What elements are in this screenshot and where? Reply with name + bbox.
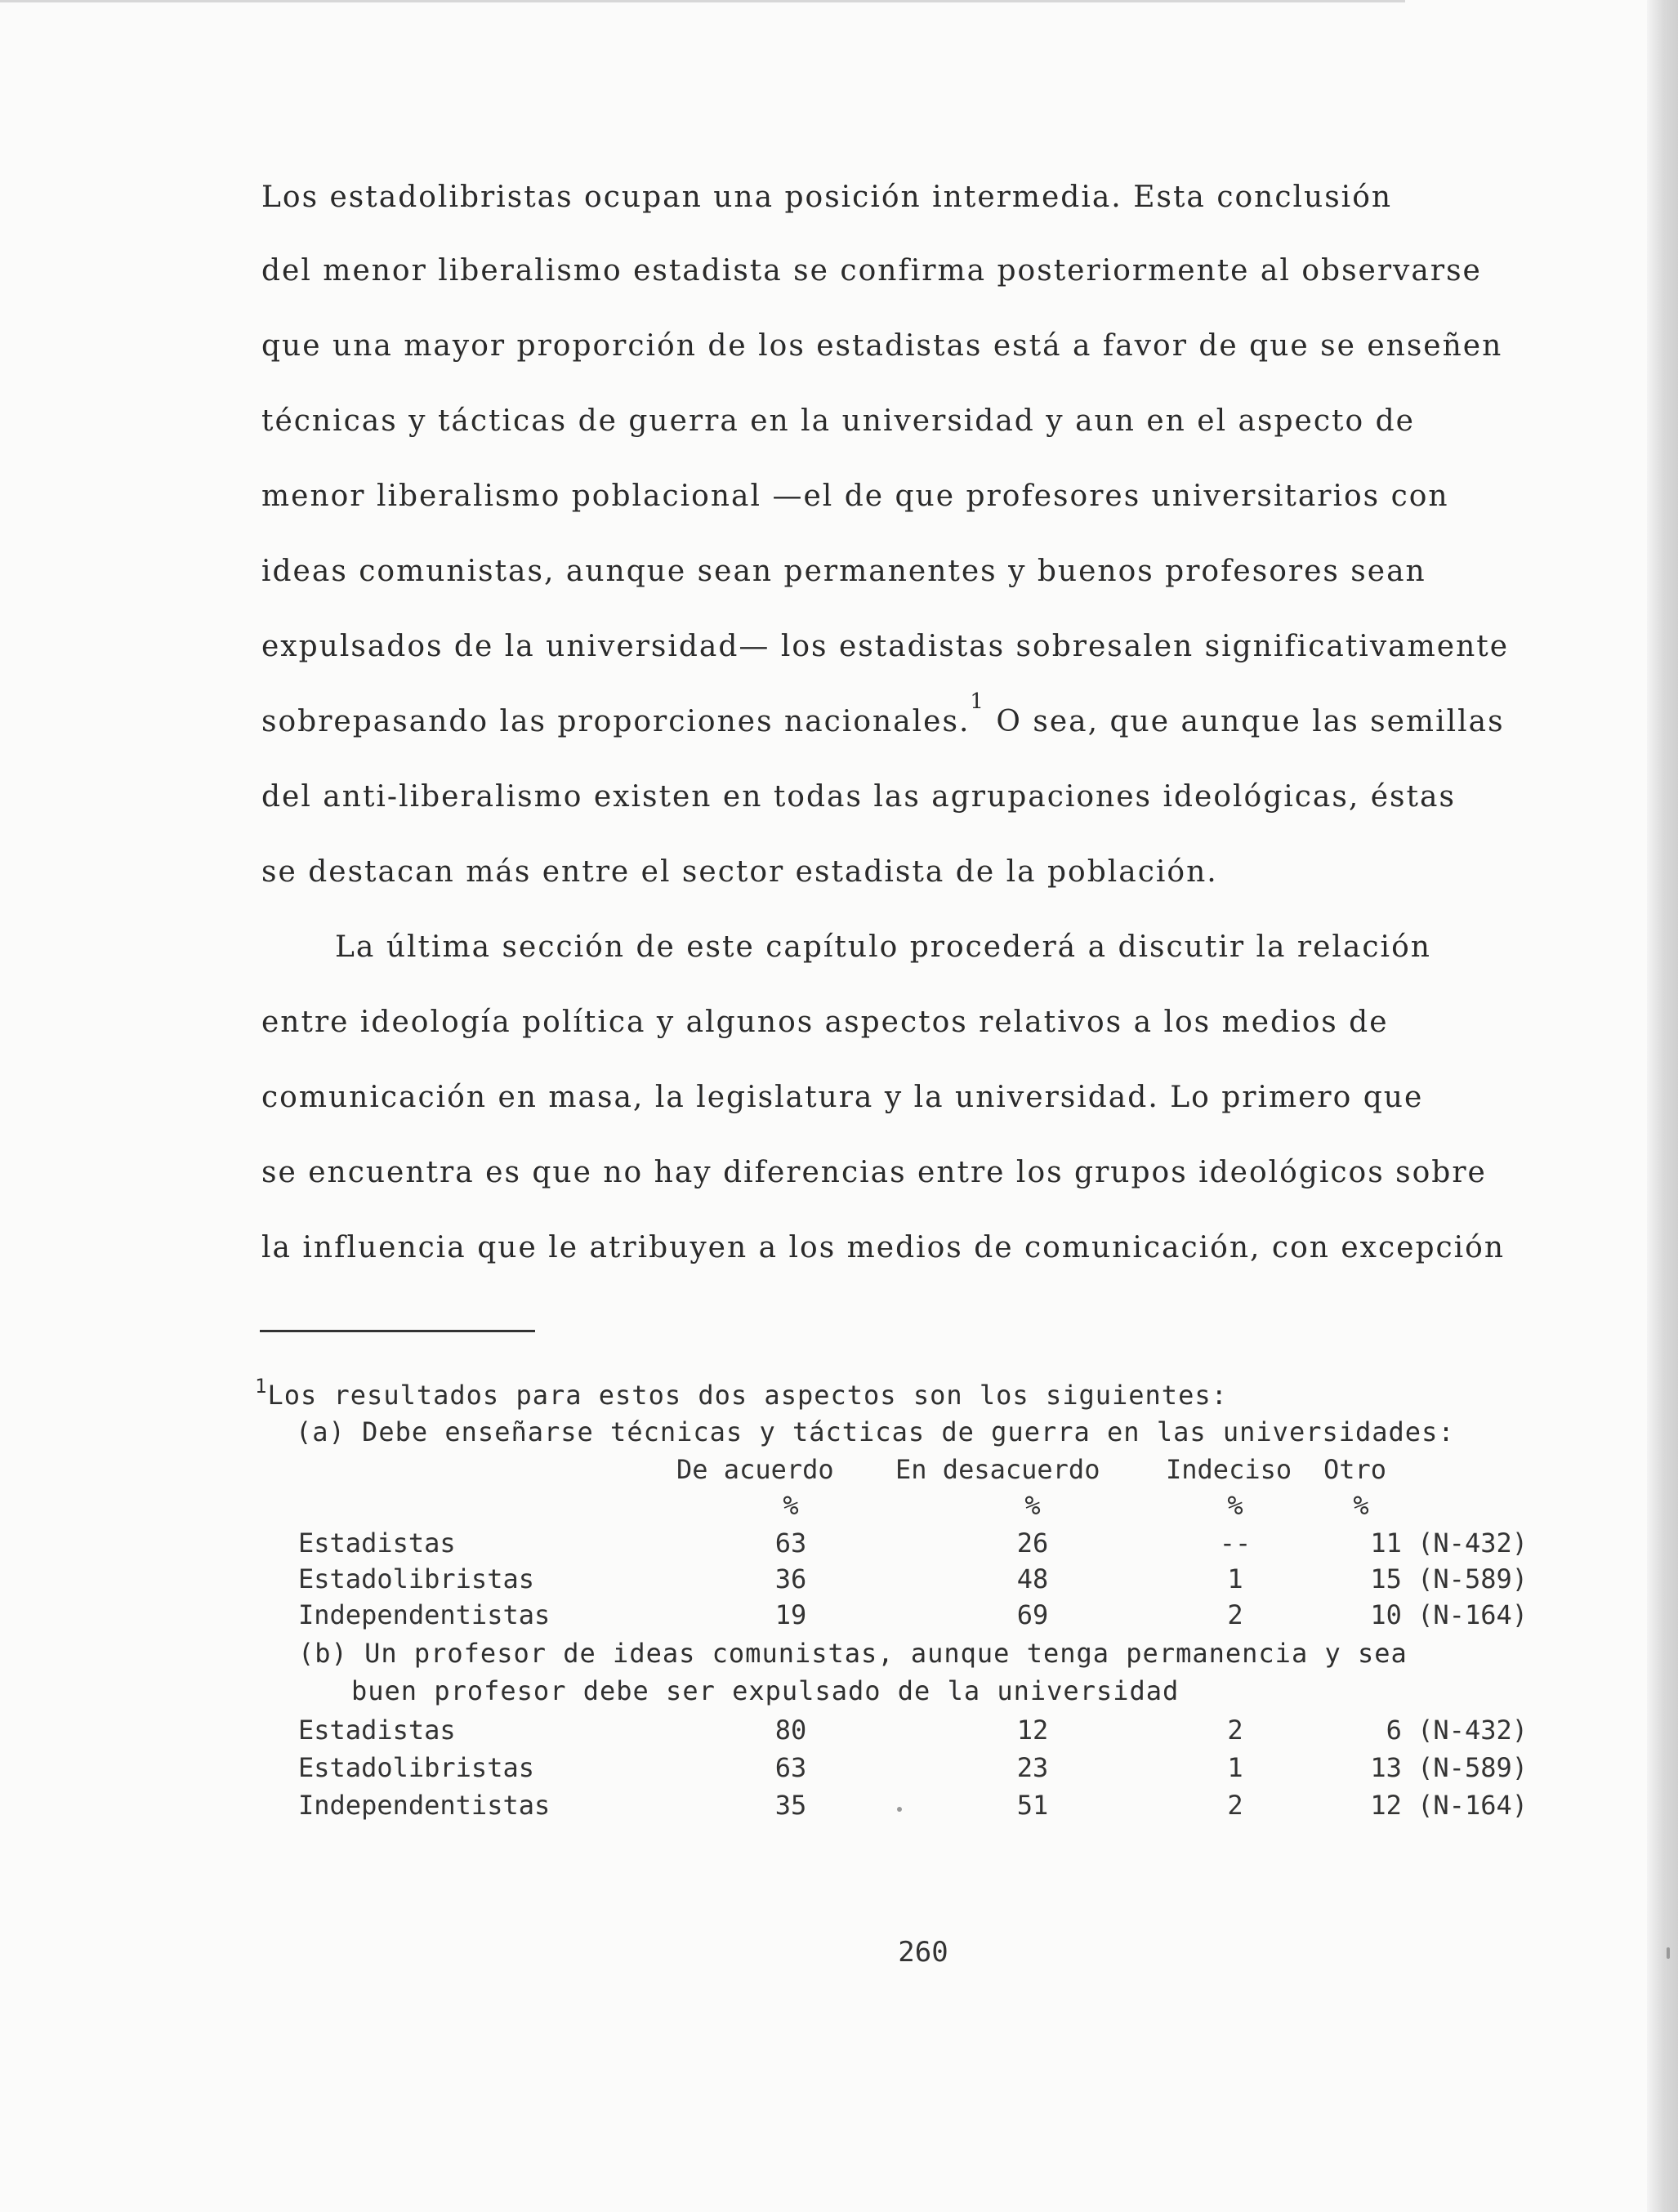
- body-line: técnicas y tácticas de guerra en la universidad y aun en el aspecto de: [261, 404, 1415, 438]
- row-label: Independentistas: [298, 1599, 551, 1630]
- table-cell: 48: [1016, 1563, 1049, 1594]
- column-header-otro: Otro: [1323, 1454, 1387, 1485]
- percent-sign: %: [783, 1490, 799, 1521]
- table-cell: 35: [774, 1790, 807, 1821]
- table-cell: 1: [1227, 1752, 1243, 1783]
- table-cell: 2: [1227, 1790, 1243, 1821]
- table-cell: 11 (N-432): [1370, 1527, 1528, 1559]
- table-cell: --: [1219, 1527, 1252, 1559]
- table-cell: 12: [1016, 1715, 1049, 1746]
- page-number: 260: [898, 1936, 948, 1969]
- column-header-indeciso: Indeciso: [1166, 1454, 1292, 1485]
- body-line: expulsados de la universidad— los estadistas sobresalen significativamente: [261, 630, 1510, 663]
- table-cell: 13 (N-589): [1370, 1752, 1528, 1783]
- percent-sign: %: [1353, 1490, 1369, 1521]
- body-line: menor liberalismo poblacional —el de que profesores universitarios con: [261, 479, 1449, 513]
- page-right-edge: [1647, 0, 1678, 2212]
- table-cell: 6 (N-432): [1386, 1715, 1528, 1746]
- body-line: se encuentra es que no hay diferencias entre los grupos ideológicos sobre: [261, 1156, 1487, 1189]
- table-cell: 63: [774, 1527, 807, 1559]
- footnote-question-b-cont: buen profesor debe ser expulsado de la universidad: [351, 1675, 1180, 1706]
- percent-sign: %: [1227, 1490, 1243, 1521]
- body-line: Los estadolibristas ocupan una posición intermedia. Esta conclusión: [261, 181, 1393, 214]
- table-cell: 15 (N-589): [1370, 1563, 1528, 1594]
- column-header-en-desacuerdo: En desacuerdo: [895, 1454, 1100, 1485]
- body-line: entre ideología política y algunos aspectos relativos a los medios de: [261, 1006, 1389, 1039]
- table-cell: 2: [1227, 1599, 1243, 1630]
- footnote-question-a: (a) Debe enseñarse técnicas y tácticas de guerra en las universidades:: [296, 1416, 1455, 1447]
- body-line: comunicación en masa, la legislatura y la universidad. Lo primero que: [261, 1081, 1424, 1114]
- row-label: Estadolibristas: [298, 1752, 534, 1783]
- body-line: ideas comunistas, aunque sean permanentes y buenos profesores sean: [261, 555, 1426, 588]
- body-line: la influencia que le atribuyen a los medios de comunicación, con excepción: [261, 1231, 1506, 1264]
- table-cell: 51: [1016, 1790, 1049, 1821]
- body-line-with-footnote-ref: [261, 689, 1536, 743]
- body-line: que una mayor proporción de los estadistas está a favor de que se enseñen: [261, 329, 1503, 363]
- table-cell: 23: [1016, 1752, 1049, 1783]
- footnote-intro: [255, 1375, 1228, 1414]
- row-label: Estadistas: [298, 1715, 456, 1746]
- footnote-marker: 1: [255, 1375, 268, 1398]
- table-cell: 26: [1016, 1527, 1049, 1559]
- footnote-intro-text: Los resultados para estos dos aspectos son los siguientes:: [267, 1380, 1228, 1411]
- table-cell: 36: [774, 1563, 807, 1594]
- table-cell: 69: [1016, 1599, 1049, 1630]
- percent-sign: %: [1024, 1490, 1041, 1521]
- row-label: Independentistas: [298, 1790, 551, 1821]
- table-cell: 10 (N-164): [1370, 1599, 1528, 1630]
- body-line-tail: O sea, que aunque las semillas: [984, 705, 1505, 738]
- body-line: del menor liberalismo estadista se confirma posteriormente al observarse: [261, 254, 1482, 288]
- row-label: Estadolibristas: [298, 1563, 534, 1594]
- table-cell: 2: [1227, 1715, 1243, 1746]
- table-cell: 12 (N-164): [1370, 1790, 1528, 1821]
- footnote-reference: 1: [970, 689, 985, 714]
- footnote-question-b: (b) Un profesor de ideas comunistas, aunque tenga permanencia y sea: [298, 1638, 1408, 1669]
- table-cell: 80: [774, 1715, 807, 1746]
- body-line: se destacan más entre el sector estadista de la población.: [261, 855, 1218, 889]
- body-line: La última sección de este capítulo procederá a discutir la relación: [335, 930, 1431, 964]
- table-cell: 19: [774, 1599, 807, 1630]
- footnote-separator: [260, 1330, 535, 1332]
- page-top-edge: [0, 0, 1405, 2]
- row-label: Estadistas: [298, 1527, 456, 1559]
- body-line-text: sobrepasando las proporciones nacionales.: [261, 705, 971, 738]
- table-cell: 63: [774, 1752, 807, 1783]
- table-cell: 1: [1227, 1563, 1243, 1594]
- body-line: del anti-liberalismo existen en todas las agrupaciones ideológicas, éstas: [261, 780, 1456, 814]
- scan-speck: [897, 1807, 902, 1812]
- column-header-de-acuerdo: De acuerdo: [676, 1454, 834, 1485]
- scan-speck: [1667, 1947, 1670, 1959]
